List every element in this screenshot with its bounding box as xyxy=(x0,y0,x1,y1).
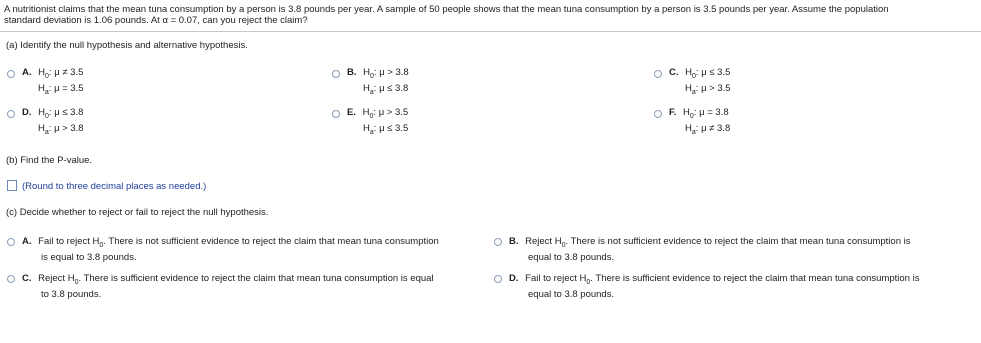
option-letter: A. xyxy=(22,236,32,247)
null-hypothesis: $H_0$: μ > 3.8 xyxy=(363,67,409,80)
p-value-input[interactable] xyxy=(7,180,17,191)
question-line-2: standard deviation is 1.06 pounds. At α = 0.07, can you reject the claim? xyxy=(4,15,308,26)
decision-d-radio[interactable] xyxy=(494,275,502,283)
null-hypothesis: $H_0$: μ > 3.5 xyxy=(362,107,409,120)
rounding-hint: (Round to three decimal places as needed.) xyxy=(22,181,207,192)
question-line-1: A nutritionist claims that the mean tuna consumption by a person is 3.8 pounds per year. A sample of 50 people shows that the mean tuna consumption by a person is 3.5 pounds per year. Assume the population xyxy=(4,4,889,15)
decision-option-d[interactable]: D. Fail to reject $H_0$. There is sufficient evidence to reject the claim that mean tuna consumption is equal to 3.8 pounds. xyxy=(509,273,920,300)
option-c[interactable] xyxy=(669,67,731,99)
null-hypothesis: $H_0$: μ ≤ 3.5 xyxy=(685,67,731,80)
null-hypothesis: $H_0$: μ ≤ 3.8 xyxy=(38,107,84,120)
alt-hypothesis: $H_a$: μ ≤ 3.8 xyxy=(363,82,409,96)
null-hypothesis: $H_0$: μ = 3.8 xyxy=(683,107,729,120)
decision-option-b[interactable]: B. Reject $H_0$. There is not sufficient evidence to reject the claim that mean tuna consumption is equal to 3.8 pounds. xyxy=(509,236,911,263)
alt-hypothesis: $H_a$: μ ≤ 3.5 xyxy=(363,122,409,136)
option-d-radio[interactable] xyxy=(7,110,15,118)
alt-hypothesis: $H_a$: μ > 3.8 xyxy=(38,122,84,136)
part-b-prompt: (b) Find the P-value. xyxy=(6,155,93,166)
option-d[interactable] xyxy=(22,107,84,139)
decision-c-radio[interactable] xyxy=(7,275,15,283)
question-text xyxy=(4,4,976,26)
option-b[interactable] xyxy=(347,67,409,99)
option-letter: D. xyxy=(22,107,32,118)
decision-option-c[interactable]: C. Reject $H_0$. There is sufficient evidence to reject the claim that mean tuna consumption is equal to 3.8 pounds. xyxy=(22,273,434,300)
decision-option-a[interactable]: A. Fail to reject $H_0$. There is not sufficient evidence to reject the claim that mean tuna consumption is equal to 3.8 pounds. xyxy=(22,236,439,263)
option-letter: B. xyxy=(509,236,519,247)
part-a-prompt: (a) Identify the null hypothesis and alternative hypothesis. xyxy=(6,40,248,51)
option-e[interactable] xyxy=(347,107,408,139)
option-letter: F. xyxy=(669,107,677,118)
option-b-radio[interactable] xyxy=(332,70,340,78)
alt-hypothesis: $H_a$: μ ≠ 3.8 xyxy=(685,122,731,136)
option-f[interactable] xyxy=(669,107,730,139)
option-letter: B. xyxy=(347,67,357,78)
option-letter: E. xyxy=(347,107,356,118)
option-letter: C. xyxy=(669,67,679,78)
decision-b-radio[interactable] xyxy=(494,238,502,246)
part-c-prompt: (c) Decide whether to reject or fail to reject the null hypothesis. xyxy=(6,207,269,218)
option-a[interactable] xyxy=(22,67,84,99)
null-hypothesis: $H_0$: μ ≠ 3.5 xyxy=(38,67,84,80)
alt-hypothesis: $H_a$: μ = 3.5 xyxy=(38,82,84,96)
option-f-radio[interactable] xyxy=(654,110,662,118)
option-e-radio[interactable] xyxy=(332,110,340,118)
decision-a-radio[interactable] xyxy=(7,238,15,246)
divider xyxy=(0,31,981,32)
option-letter: A. xyxy=(22,67,32,78)
alt-hypothesis: $H_a$: μ > 3.5 xyxy=(685,82,731,96)
option-c-radio[interactable] xyxy=(654,70,662,78)
option-a-radio[interactable] xyxy=(7,70,15,78)
option-letter: D. xyxy=(509,273,519,284)
option-letter: C. xyxy=(22,273,32,284)
